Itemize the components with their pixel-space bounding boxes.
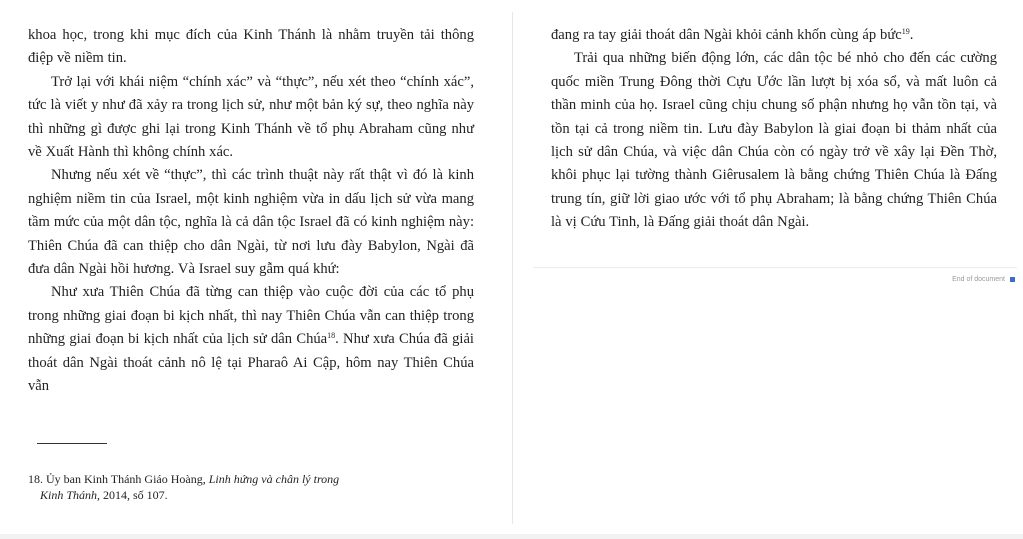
- end-of-document-marker: [952, 276, 1015, 283]
- paragraph: Trải qua những biến động lớn, các dân tộc bé nhỏ cho đến các cường quốc miền Trung Đông thời Cựu Ước lần lượt bị xóa sổ, và mất luôn cả thần minh của họ. Israel cũng chịu chung số phận nhưng họ vẫn tồn tại, và tồn tại cả trong niềm tin. Lưu đày Babylon là giai đoạn bi thảm nhất của lịch sử dân Chúa, và việc dân Chúa còn có ngày trở về xây lại Đền Thờ, khôi phục lại tường thành Giêrusalem là bằng chứng Thiên Chúa là Đấng trung tín, giữ lời giao ước với tổ phụ Abraham; là bằng chứng Thiên Chúa là vị Cứu Tinh, là Đấng giải thoát dân Ngài.: [551, 50, 997, 231]
- footnote-18: [28, 471, 408, 503]
- footnote-number: 18.: [28, 472, 43, 486]
- left-page-body: [28, 24, 474, 399]
- footnote-separator: [37, 443, 107, 444]
- end-of-document-rule: [533, 267, 1017, 268]
- bottom-edge: [0, 534, 1023, 539]
- paragraph: Nhưng nếu xét về “thực”, thì các trình thuật này rất thật vì đó là kinh nghiệm niềm tin của Israel, một kinh nghiệm vừa in dấu lịch sử vừa mang tầm mức của một dân tộc, nghĩa là cả dân tộc Israel đã có kinh nghiệm này: Thiên Chúa đã can thiệp cho dân Ngài, từ nơi lưu đày Babylon, Ngài đã đưa dân Ngài hồi hương. Và Israel suy gẫm quá khứ:: [28, 167, 474, 278]
- quote-text: Như xưa Thiên Chúa đã từng can thiệp vào cuộc đời của các tổ phụ trong những giai đoạn bi kịch nhất, thì nay Thiên Chúa vẫn can thiệp trong những giai đoạn bi kịch nhất của lịch sử dân Chúa: [28, 284, 474, 348]
- right-page-body: [551, 24, 997, 235]
- end-square-icon: [1010, 277, 1015, 282]
- footnote-line-2: [28, 487, 408, 503]
- footnote-title: Linh hứng và chân lý trong: [208, 472, 340, 486]
- end-of-document-label: End of document: [952, 276, 1005, 283]
- footnote-citation: , 2014, số 107.: [97, 488, 168, 502]
- continuation-paragraph: [551, 24, 997, 47]
- footnote-reference-18[interactable]: 18: [327, 331, 336, 341]
- footnote-title-continued: Kinh Thánh: [40, 488, 98, 502]
- continuation-end: .: [909, 27, 914, 43]
- quoted-paragraph: [28, 281, 474, 398]
- right-page: [513, 0, 1023, 539]
- paragraph: khoa học, trong khi mục đích của Kinh Thánh là nhằm truyền tải thông điệp về niềm tin.: [28, 27, 474, 67]
- paragraph: Trở lại với khái niệm “chính xác” và “thực”, nếu xét theo “chính xác”, tức là viết y như đã xảy ra trong lịch sử, như một bản ký sự, theo nghĩa này thì những gì được ghi lại trong Kinh Thánh về tổ phụ Abraham cũng như về Xuất Hành thì không chính xác.: [28, 73, 474, 161]
- continuation-text: đang ra tay giải thoát dân Ngài khỏi cảnh khốn cùng áp bức: [551, 27, 902, 43]
- footnote-author: Ủy ban Kinh Thánh Giáo Hoàng,: [46, 472, 206, 486]
- footnote-reference-19[interactable]: 19: [901, 27, 910, 36]
- quote-text-continued: . Như xưa Chúa đã giải thoát dân Ngài thoát cảnh nô lệ tại Pharaô Ai Cập, hôm nay Thiên Chúa vẫn: [28, 331, 474, 395]
